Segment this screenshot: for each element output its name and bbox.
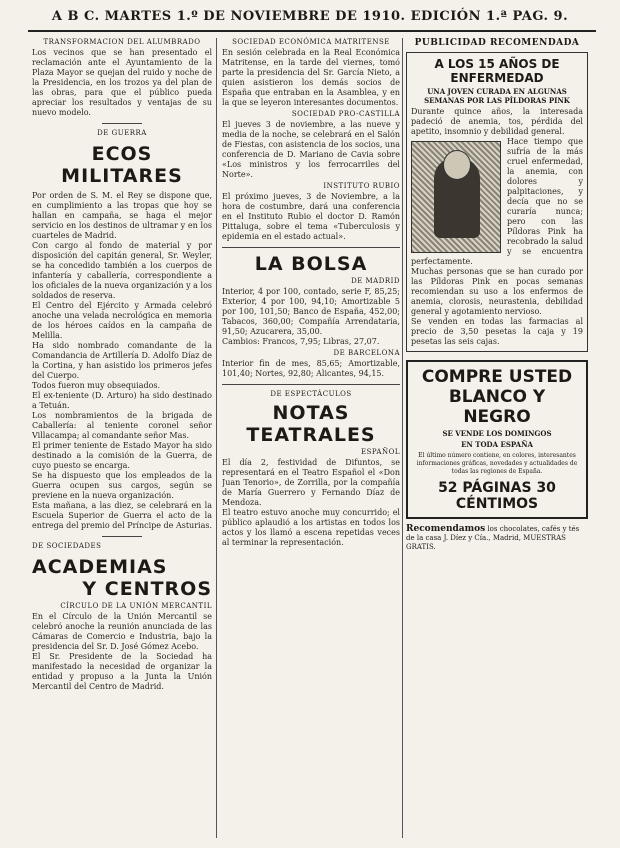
column-3 (406, 36, 588, 844)
divider (222, 384, 400, 385)
alumbrado-text: Los vecinos que se han presentado el reclamación ante el Ayuntamiento de la Plaza Mayor se quejan del ruido y noche de la Presidencia, en los trozos ya del plan de las obras, para que el público pueda apreciar los resultados y ventajas de su nuevo modelo. (32, 48, 212, 117)
ecos-militares-title: ECOS MILITARES (61, 143, 183, 187)
header-rule (28, 30, 596, 32)
kicker-espanol: ESPAÑOL (360, 448, 400, 456)
kicker-madrid: DE MADRID (351, 277, 400, 285)
ecos-paragraph: Se ha dispuesto que los empleados de la Guerra ocupen sus cargos, según se previene en la nueva organización. (32, 471, 212, 500)
column-2 (222, 36, 400, 844)
ecos-paragraph: Ha sido nombrado comandante de la Comandancia de Artillería D. Adolfo Díaz de la Cortina, y han asistido los primeros jefes del Cuerpo. (32, 341, 212, 380)
cambios-text: Cambios: Francos, 7,95; Libras, 27,07. (222, 337, 380, 346)
column-1 (32, 36, 212, 844)
instituto-text: El próximo jueves, 3 de Noviembre, a la hora de costumbre, dará una conferencia en el Instituto Rubio el doctor D. Ramón Pittaluga, sobre el tema «Tuberculosis y epidemia en el estado actual». (222, 192, 400, 241)
sociedad-text: El jueves 3 de noviembre, a las nueve y media de la noche, se celebrará en el Salón de Fiestas, con asistencia de los socios, una conferencia de D. Mariano de Cavia sobre «Los ministros y los ferrocarriles del Norte». (222, 120, 400, 179)
ad-headline-2: BLANCO Y NEGRO (448, 387, 546, 427)
ad-subline: SE VENDE LOS DOMINGOS (442, 429, 552, 438)
kicker-circulo: CÍRCULO DE LA UNIÓN MERCANTIL (60, 602, 212, 610)
notas-paragraph: El día 2, festividad de Difuntos, se representará en el Teatro Español el «Don Juan Tenorio», de Zorrilla, por la compañía de María Guerrero y Fernando Díaz de Mendoza. (222, 458, 400, 507)
academias-paragraph: En el Círculo de la Unión Mercantil se celebró anoche la reunión anunciada de las Cámaras de Comercio e Industria, bajo la presidencia del Sr. D. José Gómez Acebo. (32, 612, 212, 651)
portrait-illustration (411, 141, 501, 253)
ad-subtitle: UNA JOVEN CURADA EN ALGUNAS SEMANAS POR LAS PÍLDORAS PINK (424, 87, 570, 105)
la-bolsa-title: LA BOLSA (254, 253, 368, 275)
kicker-teatros: DE ESPECTÁCULOS (270, 390, 352, 398)
ecos-paragraph: Los nombramientos de la brigada de Caballería: al teniente coronel señor Villacampa; al comandante señor Mas. (32, 411, 212, 440)
ad-intro: Durante quince años, la interesada padeció de anemia, tos, pérdida del apetito, insomnio y debilidad general. (411, 107, 583, 136)
academias-paragraph: El Sr. Presidente de la Sociedad ha manifestado la necesidad de organizar la entidad y propuso a la Junta la Unión Mercantil del Centro de Madrid. (32, 652, 212, 691)
pink-pills-ad (406, 52, 588, 352)
kicker-alumbrado: TRANSFORMACION DEL ALUMBRADO (43, 38, 201, 46)
ecos-paragraph: Esta mañana, a las diez, se celebrará en la Escuela Superior de Guerra el acto de la entrega del premio del Príncipe de Asturias. (32, 501, 212, 530)
ad-paragraph: Hace tiempo que sufría de la más cruel enfermedad, la anemia, con dolores y palpitaciones, y decía que no se curaría nunca; pero con las Píldoras Pink ha recobrado la salud y se encuentra perfectamente. (411, 137, 583, 266)
barcelona-text: Interior fin de mes, 85,65; Amortizable, 101,40; Nortes, 92,80; Alicantes, 94,15. (222, 359, 400, 378)
centros-title: Y CENTROS (82, 578, 212, 600)
ecos-paragraph: El primer teniente de Estado Mayor ha sido destinado a la comisión de la Guerra, de cuyo puesto se encarga. (32, 441, 212, 470)
ad-fine-print: El último número contiene, en colores, interesantes informaciones gráficas, novedades y actualidades de todas las regiones de España. (416, 452, 578, 475)
kicker-economica: SOCIEDAD ECONÓMICA MATRITENSE (232, 38, 390, 46)
ad-headline: COMPRE USTED (421, 367, 573, 387)
column-rule-1 (216, 38, 217, 838)
kicker-sociedad: SOCIEDAD PRO-CASTILLA (291, 110, 400, 118)
kicker-publicidad: PUBLICIDAD RECOMENDADA (414, 38, 580, 48)
ad-subline-2: EN TODA ESPAÑA (461, 440, 533, 449)
column-rule-2 (402, 38, 403, 838)
face-shape (443, 150, 471, 180)
ad-price: 52 PÁGINAS 30 CÉNTIMOS (438, 480, 556, 512)
kicker-guerra: DE GUERRA (97, 129, 147, 137)
academias-title: ACADEMIAS (32, 556, 168, 578)
kicker-barcelona: DE BARCELONA (333, 349, 400, 357)
ecos-paragraph: El ex-teniente (D. Arturo) ha sido destinado a Tetuán. (32, 391, 212, 410)
bolsa-text: Interior, 4 por 100, contado, serie F, 85,25; Exterior, 4 por 100, 94,10; Amortizable 5 por 100, 101,50; Banco de España, 452,00; Tabacos, 360,00; Compañía Arrendataria, 91,50; Azucarera, 35,00. (222, 287, 400, 336)
blanco-y-negro-ad (406, 360, 588, 519)
economica-text: En sesión celebrada en la Real Económica Matritense, en la tarde del viernes, tomó parte la presidencia del Sr. García Nieto, a quien asistieron los demás socios de España que entraban en la Asamblea, y en la que se leyeron interesantes documentos. (222, 48, 400, 107)
divider (102, 536, 142, 537)
ad-paragraph: Muchas personas que se han curado por las Píldoras Pink en pocas semanas recomiendan su uso a los enfermos de anemia, clorosis, neurastenia, debilidad general y agotamiento nervioso. (411, 267, 583, 316)
ecos-paragraph: El Centro del Ejército y Armada celebró anoche una velada necrológica en memoria de los héroes caídos en la campaña de Melilla. (32, 301, 212, 340)
kicker-instituto: INSTITUTO RUBIO (323, 182, 400, 190)
divider (222, 247, 400, 248)
kicker-sociedades: DE SOCIEDADES (32, 542, 102, 550)
notas-paragraph: El teatro estuvo anoche muy concurrido; el público aplaudió a los artistas en todos los actos y los llamó a escena repetidas veces al terminar la representación. (222, 508, 400, 547)
page-header: A B C. MARTES 1.º DE NOVIEMBRE DE 1910. EDICIÓN 1.ª PAG. 9. (51, 9, 569, 24)
ad-title: A LOS 15 AÑOS DE ENFERMEDAD (434, 57, 560, 85)
ecos-paragraph: Todos fueron muy obsequiados. (32, 381, 161, 390)
ecos-paragraph: Por orden de S. M. el Rey se dispone que, en cumplimiento a las tropas que hoy se hallan en campaña, se haga el mejor servicio en los destinos de ultramar y en los cuarteles de Madrid. (32, 191, 212, 240)
chocolate-ad-lead: Recomendamos (406, 524, 486, 534)
divider (102, 123, 142, 124)
chocolate-ad (406, 525, 588, 552)
notas-teatrales-title: NOTAS TEATRALES (246, 402, 376, 446)
ad-paragraph: Se venden en todas las farmacias al precio de 3,50 pesetas la caja y 19 pesetas las seis cajas. (411, 317, 583, 346)
ecos-paragraph: Con cargo al fondo de material y por disposición del capitán general, Sr. Weyler, se ha concedido también a los cuerpos de infantería y caballería, correspondiente a los oficiales de la nueva organización y a los soldados de reserva. (32, 241, 212, 300)
chocolate-ad-text: los chocolates, cafés y tés de la casa J. Díez y Cía., Madrid, MUESTRAS GRATIS. (406, 525, 580, 551)
